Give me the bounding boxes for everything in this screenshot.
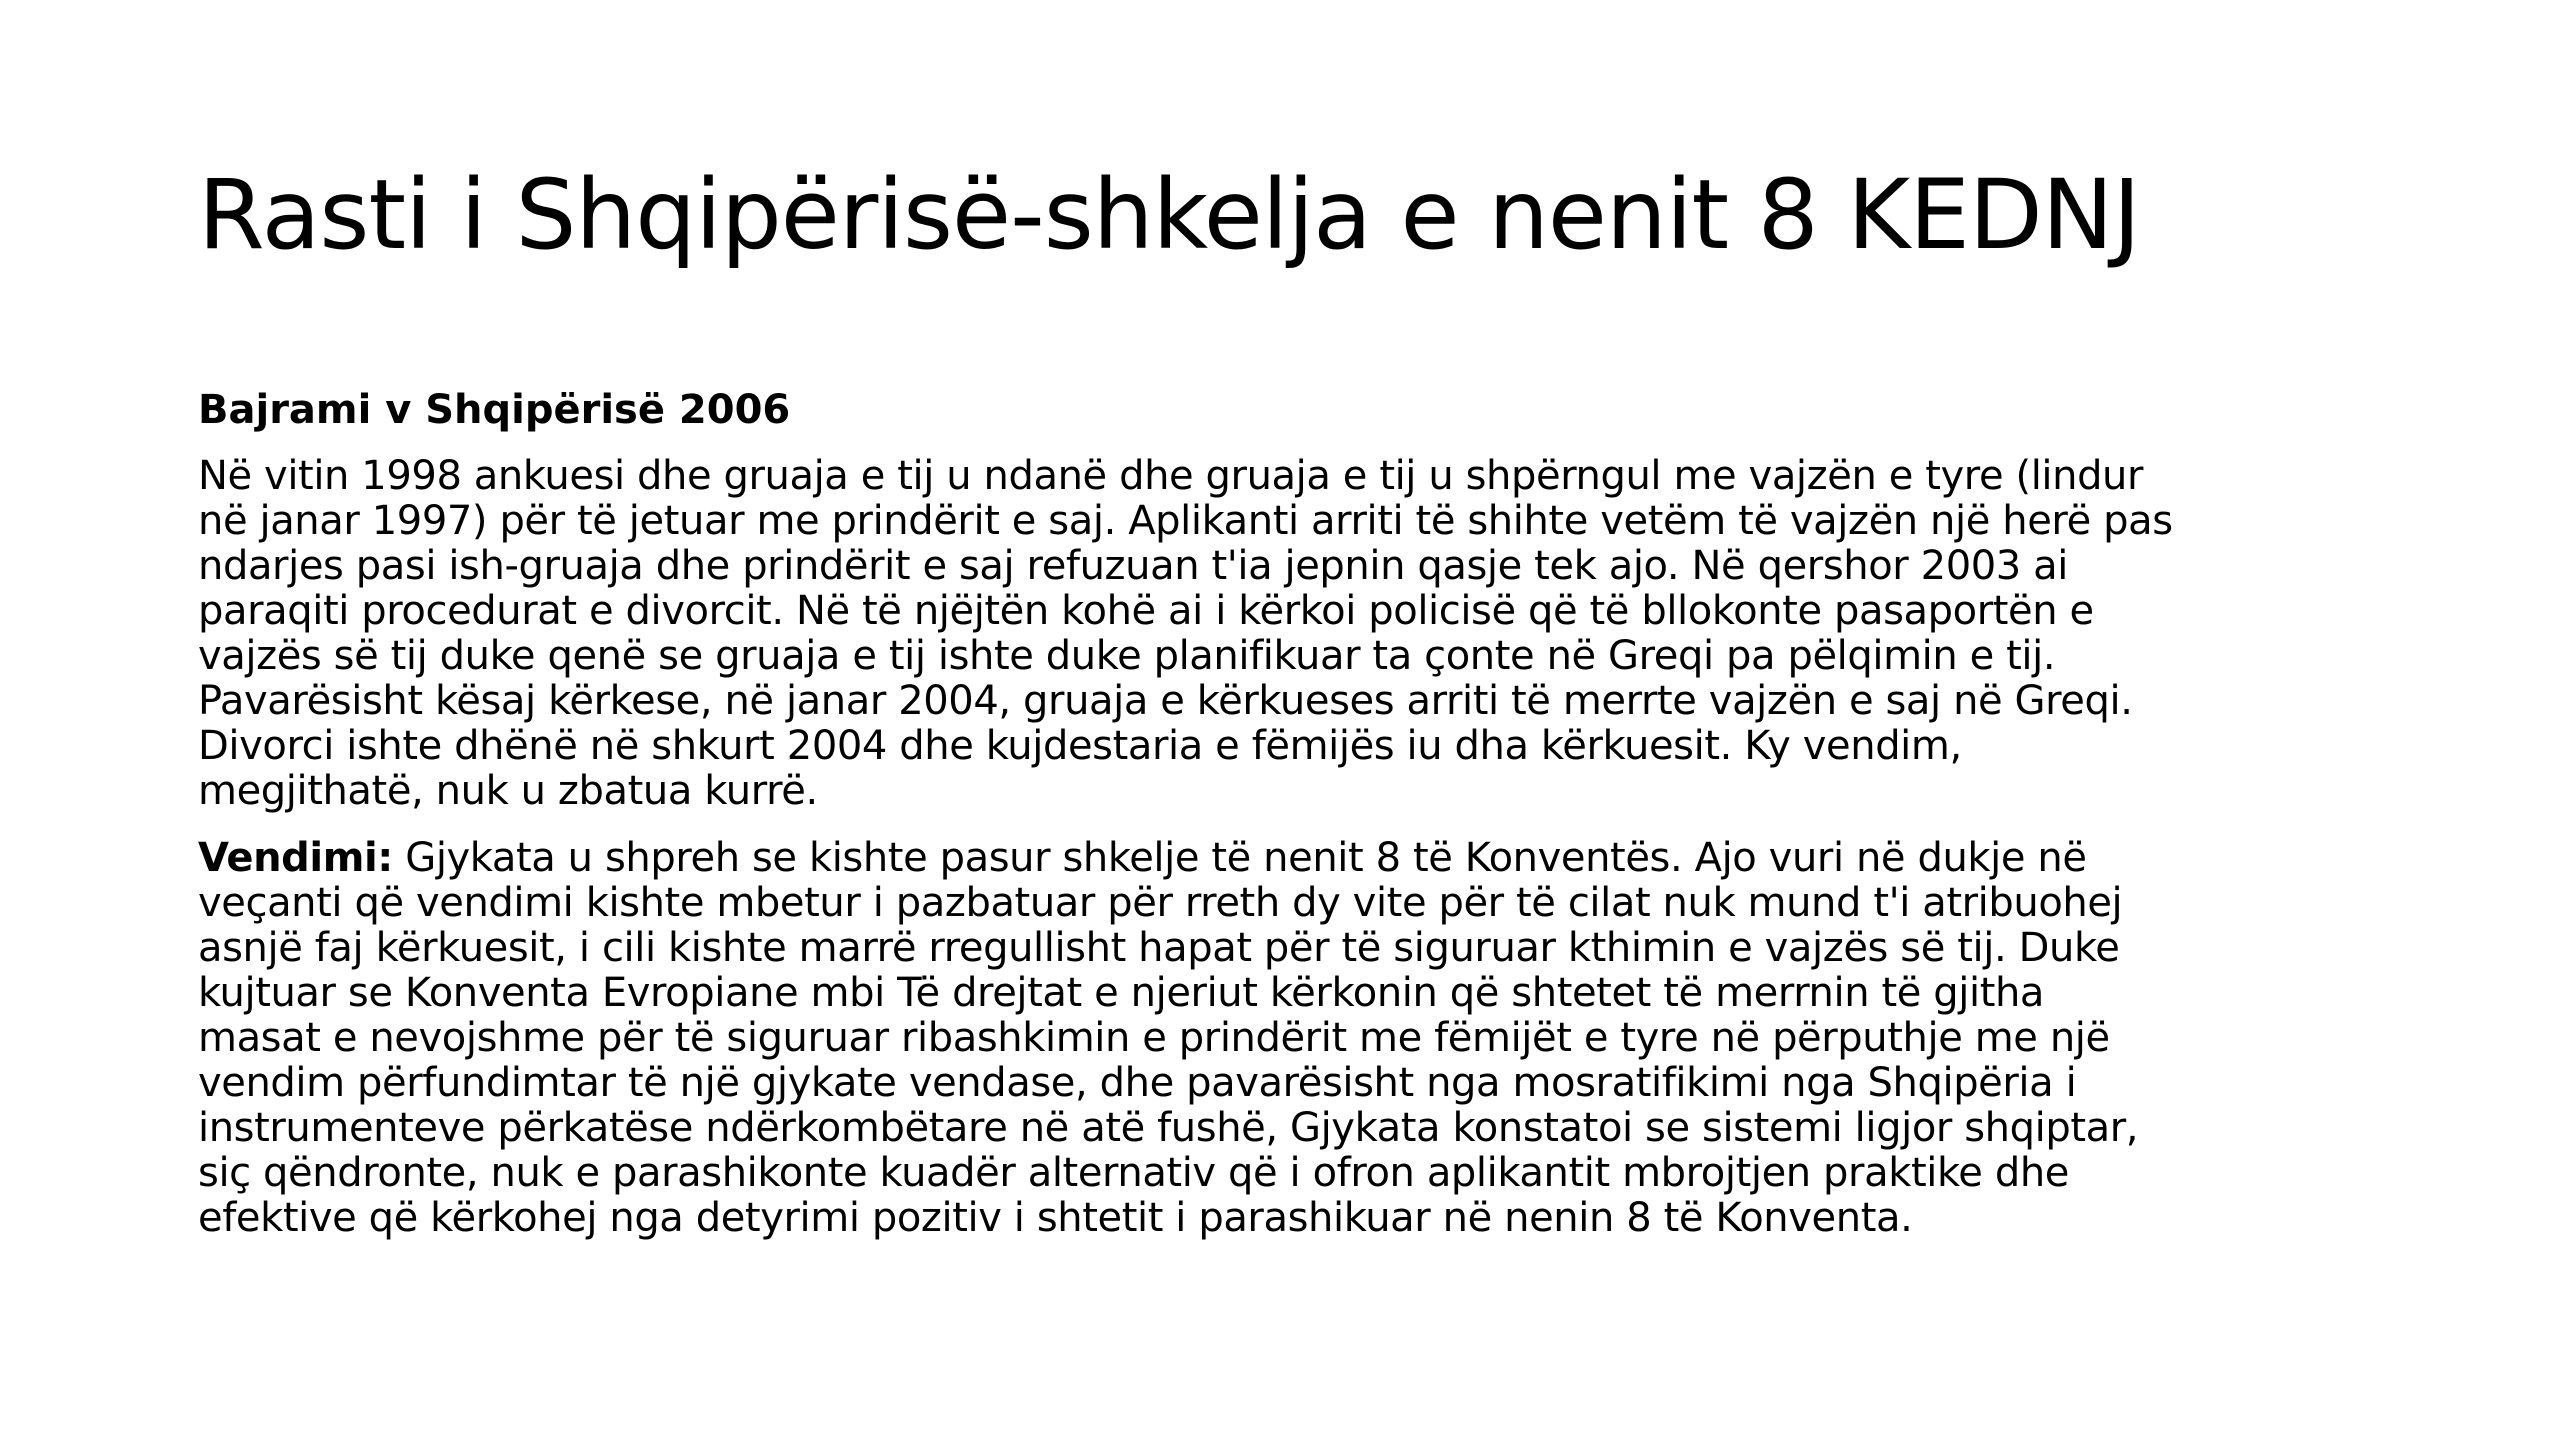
paragraph-line: paraqiti procedurat e divorcit. Në të njëjtën kohë ai i kërkoi policisë që të bllokonte pasaportën e bbox=[198, 588, 2094, 634]
slide-content bbox=[198, 382, 2438, 1263]
paragraph-line: asnjë faj kërkuesit, i cili kishte marrë rregullisht hapat për të siguruar kthimin e vajzës së tij. Duke bbox=[198, 925, 2120, 971]
paragraph-line: efektive që kërkohej nga detyrimi pozitiv i shtetit i parashikuar në nenin 8 të Konventa. bbox=[198, 1195, 1913, 1241]
decision-label: Vendimi: bbox=[198, 835, 393, 881]
paragraph-line: vendim përfundimtar të një gjykate vendase, dhe pavarësisht nga mosratifikimi nga Shqipëria i bbox=[198, 1060, 2077, 1106]
decision-first-line-text: Gjykata u shpreh se kishte pasur shkelje të nenit 8 të Konventës. Ajo vuri në dukje në bbox=[392, 835, 2087, 881]
slide-title: Rasti i Shqipërisë-shkelja e nenit 8 KEDNJ bbox=[198, 159, 2140, 271]
decision-paragraph bbox=[198, 836, 2438, 1241]
paragraph-line: Në vitin 1998 ankuesi dhe gruaja e tij u ndanë dhe gruaja e tij u shpërngul me vajzën e tyre (lindur bbox=[198, 453, 2144, 499]
paragraph-line: masat e nevojshme për të siguruar ribashkimin e prindërit me fëmijët e tyre në përputhje me një bbox=[198, 1015, 2110, 1061]
paragraph-line: instrumenteve përkatëse ndërkombëtare në atë fushë, Gjykata konstatoi se sistemi ligjor shqiptar, bbox=[198, 1105, 2139, 1151]
paragraph-line: vajzës së tij duke qenë se gruaja e tij ishte duke planifikuar ta çonte në Greqi pa pëlqimin e tij. bbox=[198, 633, 2056, 679]
paragraph-line: ndarjes pasi ish-gruaja dhe prindërit e saj refuzuan t'ia jepnin qasje tek ajo. Në qershor 2003 ai bbox=[198, 543, 2068, 589]
paragraph-line: Pavarësisht kësaj kërkese, në janar 2004, gruaja e kërkueses arriti të merrte vajzën e saj në Greqi. bbox=[198, 678, 2133, 724]
paragraph-line: veçanti që vendimi kishte mbetur i pazbatuar për rreth dy vite për të cilat nuk mund t'i atribuohej bbox=[198, 880, 2123, 926]
paragraph-line: Divorci ishte dhënë në shkurt 2004 dhe kujdestaria e fëmijës iu dha kërkuesit. Ky vendim, bbox=[198, 723, 1962, 769]
paragraph-line: siç qëndronte, nuk e parashikonte kuadër alternativ që i ofron aplikantit mbrojtjen praktike dhe bbox=[198, 1150, 2069, 1196]
case-title: Bajrami v Shqipërisë 2006 bbox=[198, 387, 791, 433]
paragraph-line: kujtuar se Konventa Evropiane mbi Të drejtat e njeriut kërkonin që shtetet të merrnin të gjitha bbox=[198, 970, 2045, 1016]
case-facts-paragraph bbox=[198, 454, 2438, 814]
paragraph-line bbox=[198, 836, 2438, 881]
paragraph-line: në janar 1997) për të jetuar me prindërit e saj. Aplikanti arriti të shihte vetëm të vajzën një herë pas bbox=[198, 498, 2173, 544]
paragraph-line: megjithatë, nuk u zbatua kurrë. bbox=[198, 768, 818, 814]
